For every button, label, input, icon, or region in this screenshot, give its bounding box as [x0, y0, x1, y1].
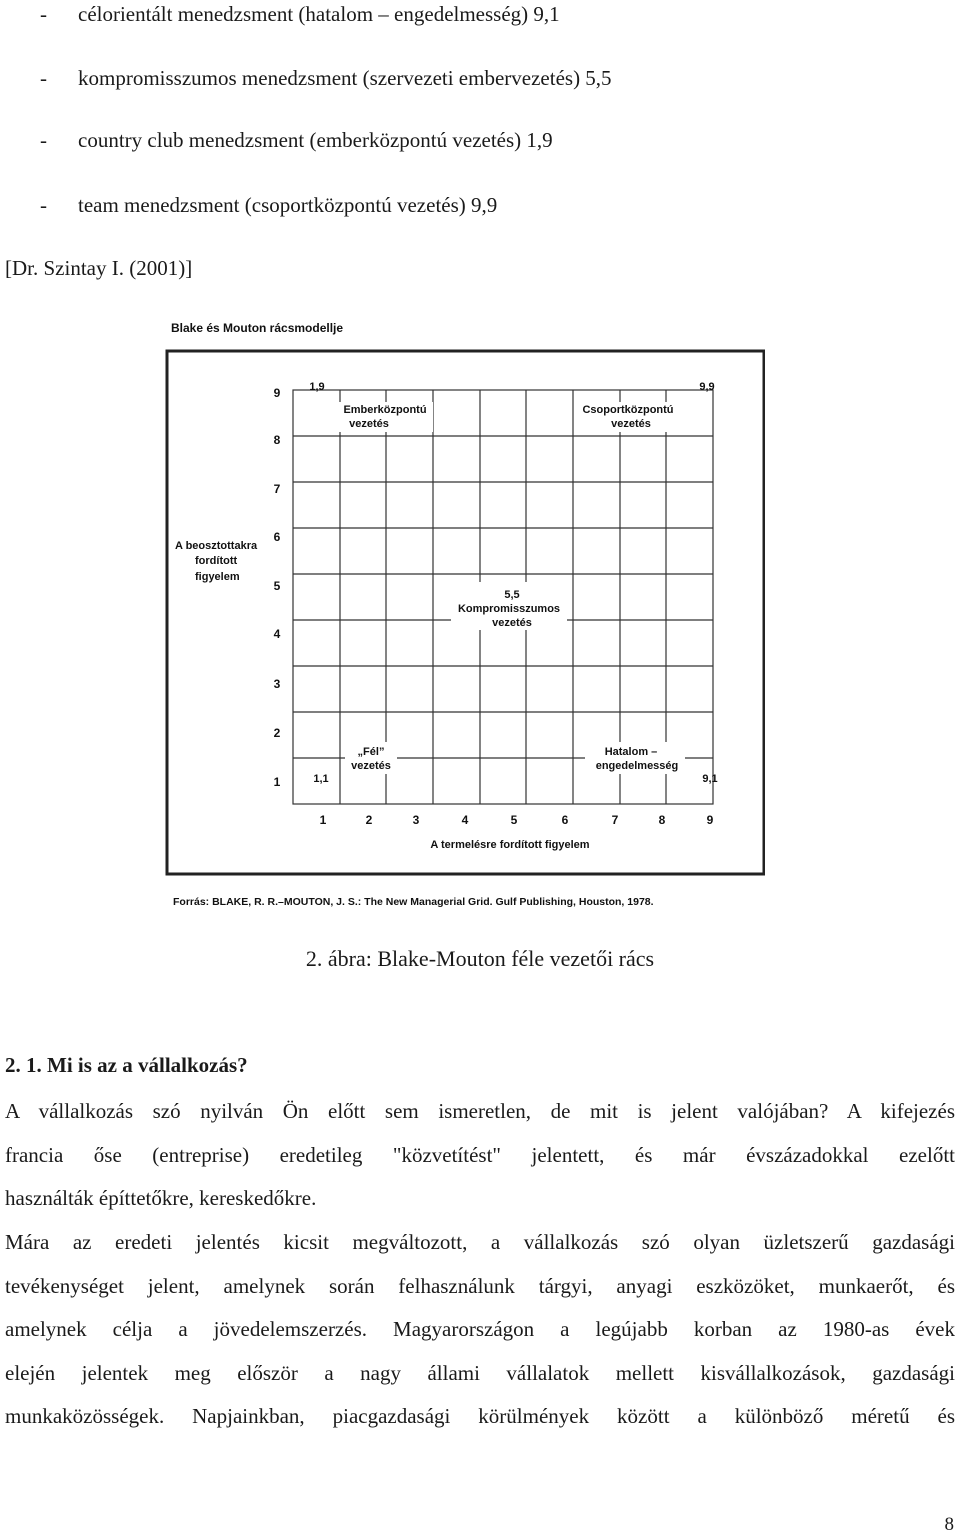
x-tick: 8 — [658, 813, 666, 827]
paragraph-line: tevékenységet jelent, amelynek során felhasználunk tárgyi, anyagi eszközöket, munkaerőt, és — [5, 1274, 955, 1298]
label-csoportkozpontu: Csoportközpontú — [582, 404, 674, 416]
page-number: 8 — [944, 1514, 954, 1535]
bullet-dash: - — [40, 2, 47, 26]
citation: [Dr. Szintay I. (2001)] — [5, 256, 193, 280]
label-fel-vezetes: „Fél” — [357, 746, 385, 758]
y-tick: 1 — [273, 775, 281, 789]
x-axis-label: A termelésre fordított figyelem — [430, 839, 590, 851]
y-tick: 2 — [273, 726, 281, 740]
paragraph-line: Mára az eredeti jelentés kicsit megváltozott, a vállalkozás szó olyan üzletszerű gazdasági — [5, 1230, 955, 1254]
svg-text:fordított: fordított — [195, 555, 238, 567]
x-tick: 4 — [461, 813, 469, 827]
paragraph-line: munkaközösségek. Napjainkban, piacgazdasági körülmények között a különböző méretű és — [5, 1404, 955, 1428]
coord-label-1-1: 1,1 — [313, 773, 329, 785]
paragraph-line: A vállalkozás szó nyilván Ön előtt sem ismeretlen, de mit is jelent valójában? A kifejezés — [5, 1099, 955, 1123]
bullet-item: team menedzsment (csoportközpontú vezetés) 9,9 — [78, 193, 498, 217]
y-tick: 8 — [273, 433, 281, 447]
figure-title: Blake és Mouton rácsmodellje — [171, 321, 344, 335]
x-tick: 2 — [365, 813, 373, 827]
bullet-item: country club menedzsment (emberközpontú vezetés) 1,9 — [78, 128, 553, 152]
label-fel-vezetes-2: vezetés — [351, 760, 391, 772]
paragraph-line: francia őse (entreprise) eredetileg "közvetítést" jelentett, és már évszázadokkal ezelőtt — [5, 1143, 955, 1167]
y-tick: 4 — [273, 627, 281, 641]
y-tick: 7 — [273, 482, 281, 496]
coord-label-1-9: 1,9 — [309, 381, 325, 393]
coord-label-9-9: 9,9 — [699, 381, 715, 393]
label-kompromisszumos-2: vezetés — [492, 617, 532, 629]
svg-text:figyelem: figyelem — [195, 571, 240, 583]
label-emberkozpontu-2: vezetés — [349, 418, 389, 430]
y-tick: 3 — [273, 677, 281, 691]
x-tick: 7 — [611, 813, 619, 827]
svg-text:A beosztottakra: A beosztottakra — [175, 540, 258, 552]
grid-diagram — [165, 318, 765, 918]
bullet-dash: - — [40, 128, 47, 152]
x-tick: 3 — [412, 813, 420, 827]
y-tick: 6 — [273, 530, 281, 544]
y-axis-label — [175, 540, 258, 583]
figure-source: Forrás: BLAKE, R. R.–MOUTON, J. S.: The New Managerial Grid. Gulf Publishing, Houston, 1978. — [173, 896, 654, 908]
label-hatalom-2: engedelmesség — [595, 760, 679, 772]
label-csoportkozpontu-2: vezetés — [611, 418, 651, 430]
label-kompromisszumos: Kompromisszumos — [457, 603, 561, 615]
figure-caption: 2. ábra: Blake-Mouton féle vezetői rács — [305, 946, 655, 971]
paragraph-line: amelynek célja a jövedelemszerzés. Magyarországon a legújabb korban az 1980-as évek — [5, 1317, 955, 1341]
bullet-dash: - — [40, 66, 47, 90]
x-tick: 9 — [706, 813, 714, 827]
y-tick: 9 — [273, 386, 281, 400]
bullet-item: célorientált menedzsment (hatalom – engedelmesség) 9,1 — [78, 2, 560, 26]
section-heading: 2. 1. Mi is az a vállalkozás? — [5, 1053, 248, 1077]
bullet-dash: - — [40, 193, 47, 217]
x-tick: 1 — [319, 813, 327, 827]
bullet-item: kompromisszumos menedzsment (szervezeti embervezetés) 5,5 — [78, 66, 612, 90]
label-hatalom: Hatalom – — [604, 746, 658, 758]
paragraph-line: használták építtetőkre, kereskedőkre. — [5, 1186, 317, 1210]
x-tick: 6 — [561, 813, 569, 827]
coord-label-9-1: 9,1 — [702, 773, 718, 785]
x-tick: 5 — [510, 813, 518, 827]
blake-mouton-grid-figure — [165, 318, 765, 918]
paragraph-line: elején jelentek meg először a nagy állami vállalatok mellett kisvállalkozások, gazdasági — [5, 1361, 955, 1385]
label-emberkozpontu: Emberközpontú — [343, 404, 427, 416]
coord-label-5-5: 5,5 — [504, 589, 520, 601]
y-tick: 5 — [273, 579, 281, 593]
